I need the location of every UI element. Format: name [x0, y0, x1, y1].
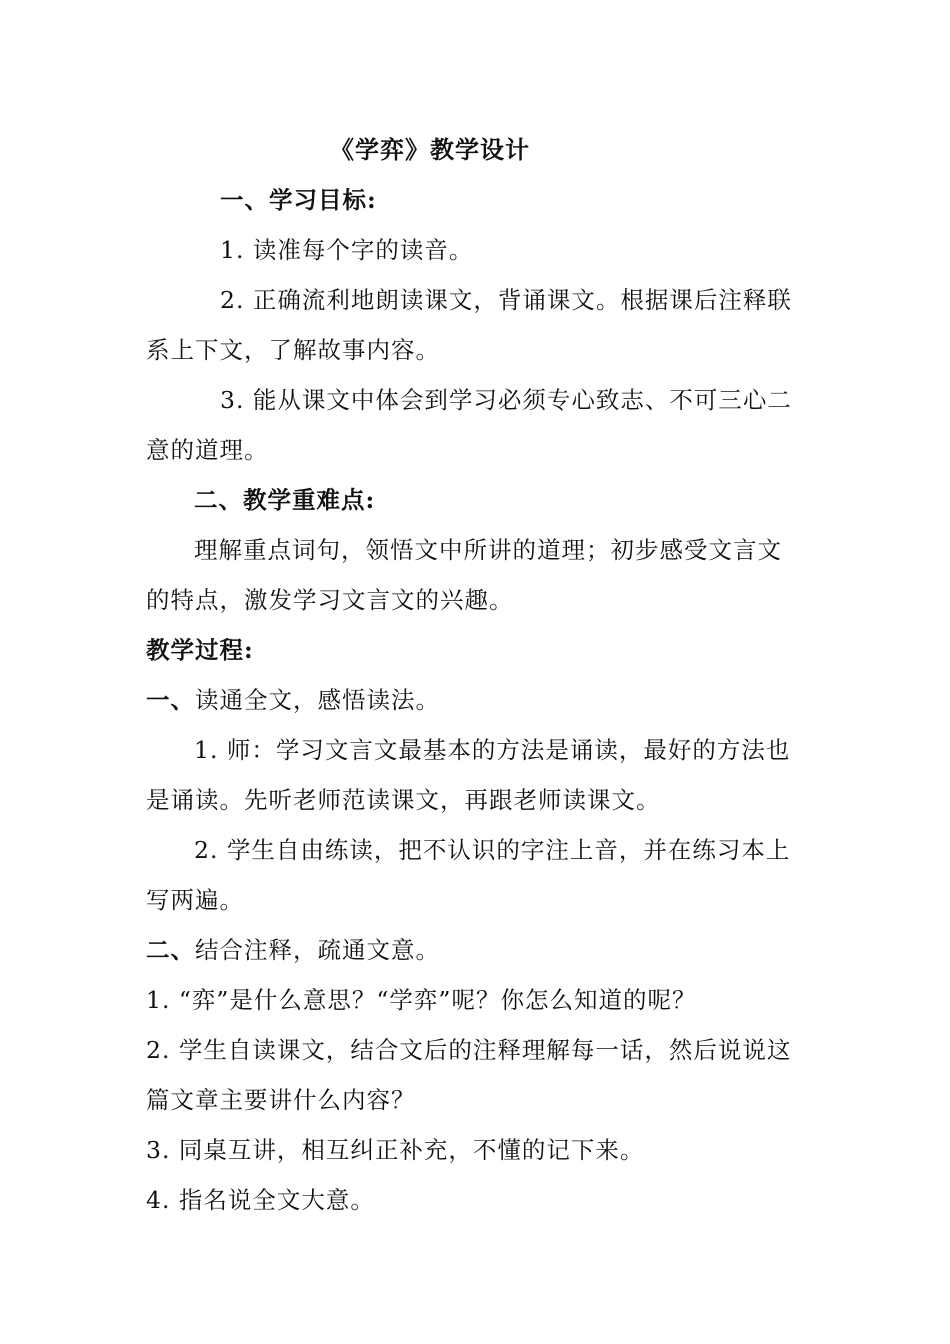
document-title: 《学弈》教学设计 — [330, 135, 530, 164]
objective-2-line-1: 2. 正确流利地朗读课文，背诵课文。根据课后注释联 — [220, 286, 792, 314]
step-2-item-1: 1. “弈”是什么意思？“学弈”呢？你怎么知道的呢？ — [146, 986, 697, 1014]
objectives-heading: 一、学习目标: — [220, 186, 377, 214]
step-1-heading — [146, 684, 810, 716]
step-2-number: 二、 — [146, 936, 195, 964]
objective-1: 1. 读准每个字的读音。 — [220, 236, 474, 264]
step-2-item-2-line-1: 2. 学生自读课文，结合文后的注释理解每一话，然后说说这 — [146, 1036, 792, 1064]
process-heading: 教学过程: — [146, 636, 254, 664]
step-2-item-2-line-2: 篇文章主要讲什么内容？ — [146, 1086, 416, 1114]
step-1-item-2-line-2: 写两遍。 — [146, 886, 244, 914]
step-2-title: 结合注释，疏通文意。 — [195, 936, 440, 964]
step-1-item-2-line-1: 2. 学生自由练读，把不认识的字注上音，并在练习本上 — [194, 836, 791, 864]
objective-3-line-2: 意的道理。 — [146, 436, 269, 464]
step-2-item-3: 3. 同桌互讲，相互纠正补充，不懂的记下来。 — [146, 1136, 645, 1164]
step-1-item-1-line-1: 1. 师：学习文言文最基本的方法是诵读，最好的方法也 — [194, 736, 791, 764]
objective-2-line-2: 系上下文，了解故事内容。 — [146, 336, 440, 364]
key-points-heading: 二、教学重难点: — [194, 486, 376, 514]
step-2-heading — [146, 934, 810, 966]
step-2-item-4: 4. 指名说全文大意。 — [146, 1186, 375, 1214]
step-1-item-1-line-2: 是诵读。先听老师范读课文，再跟老师读课文。 — [146, 786, 661, 814]
objective-3-line-1: 3. 能从课文中体会到学习必须专心致志、不可三心二 — [220, 386, 792, 414]
key-points-line-1: 理解重点词句，领悟文中所讲的道理；初步感受文言文 — [194, 536, 782, 564]
step-1-title: 读通全文，感悟读法。 — [195, 686, 440, 714]
step-1-number: 一、 — [146, 686, 195, 714]
key-points-line-2: 的特点，激发学习文言文的兴趣。 — [146, 586, 514, 614]
